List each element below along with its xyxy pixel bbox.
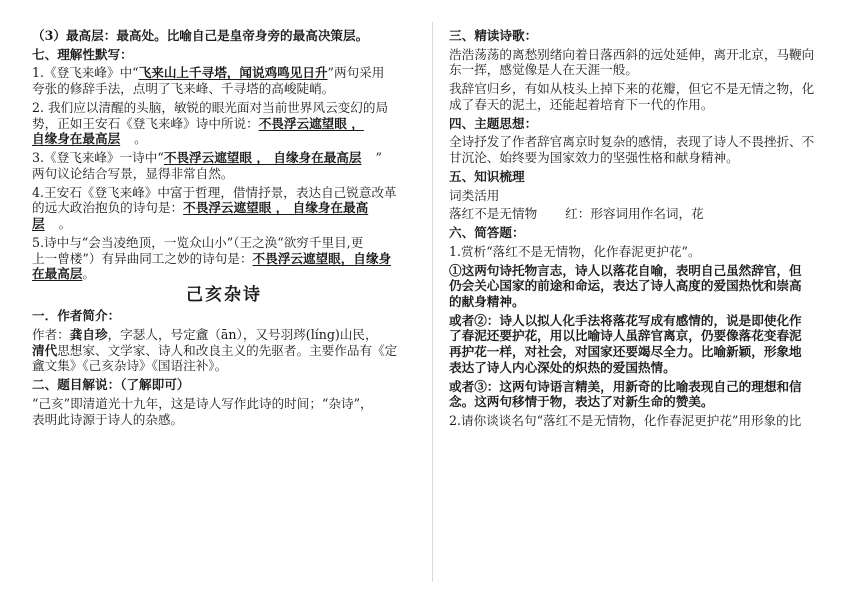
answer-5b: 在最高层 (32, 266, 83, 282)
section-heading-7: 七、理解性默写： (32, 46, 133, 62)
answer-line-5: 了春泥还要护花，用以比喻诗人虽辞官离京，仍要像落花变春泥 (449, 328, 802, 344)
theme-line-2: 甘沉沦、始终要为国家效力的坚强性格和献身精神。 (449, 150, 739, 166)
title-note-1: “己亥”即清道光十九年，这是诗人写作此诗的时间；“杂诗”， (32, 395, 373, 411)
column-divider (432, 22, 433, 582)
section-heading-6: 六、简答题： (449, 225, 525, 241)
question-1: 1.《登飞来峰》中“飞来山上千寻塔，闻说鸡鸣见日升”两句采用 (32, 65, 385, 81)
question-5: 5.诗中与“会当凌绝顶，一览众山小”（王之涣“欲穷千里目,更 (32, 234, 364, 250)
question-3: 3.《登飞来峰》一诗中“不畏浮云遮望眼 ， 自缘身在最高层 ” (32, 150, 382, 166)
question-4-end: 层 。 (32, 216, 72, 232)
theme-line-1: 全诗抒发了作者辞官离京时复杂的感情，表现了诗人不畏挫折、不 (449, 134, 815, 150)
answer-line-6: 再护花一样，对社会，对国家还要竭尽全力。比喻新颖，形象地 (449, 344, 802, 360)
answer-1: 飞来山上千寻塔，闻说鸡鸣见日升 (138, 65, 328, 81)
answer-line-3: 的献身精神。 (449, 294, 525, 310)
answer-4a: 不畏浮云遮望眼 ， 自缘身在最高 (183, 200, 369, 216)
poem-title: 己亥杂诗 (186, 285, 262, 306)
section-heading-5: 五、知识梳理 (449, 168, 525, 184)
knowledge-item: 落红不是无情物 红：形容词用作名词，花 (449, 206, 704, 222)
author-line-1: 作者：龚自珍，字瑟人，号定盦（ān），又号羽琌(líng)山民， (32, 327, 378, 342)
note-line: （3）最高层：最高处。比喻自己是皇帝身旁的最高决策层。 (32, 28, 369, 43)
answer-2b: 自缘身在最高层 (32, 131, 121, 147)
title-note-2: 表明此诗源于诗人的杂感。 (32, 411, 184, 427)
author-line-3: 盦文集》《己亥杂诗》《国语注补》。 (32, 358, 228, 374)
answer-line-7: 表达了诗人内心深处的炽热的爱国热情。 (449, 359, 676, 375)
answer-4b: 层 (32, 216, 45, 232)
reading-line-4: 成了春天的泥土，还能起着培育下一代的作用。 (449, 96, 714, 112)
short-answer-q2: 2.请你谈谈名句“落红不是无情物，化作春泥更护花”用形象的比 (449, 413, 802, 429)
author-name: 龚自珍 (69, 327, 108, 342)
question-4: 4.王安石《登飞来峰》中富于哲理，借情抒景，表达自己锐意改革 (32, 184, 397, 200)
reading-line-1: 浩浩荡荡的离愁别绪向着日落西斜的远处延伸，离开北京，马鞭向 (449, 46, 815, 62)
reading-line-2: 东一挥，感觉像是人在天涯一般。 (449, 62, 638, 78)
answer-3: 不畏浮云遮望眼 ， 自缘身在最高层 (163, 150, 362, 166)
short-answer-q1: 1.赏析“落红不是无情物，化作春泥更护花”。 (449, 243, 701, 259)
answer-line-1: ①这两句诗托物言志，诗人以落花自喻，表明自己虽然辞官，但 (449, 262, 802, 278)
author-line-2: 清代思想家、文学家、诗人和改良主义的先驱者。主要作品有《定 (32, 342, 398, 358)
answer-line-9: 念。这两句移情于物，表达了对新生命的赞美。 (449, 394, 714, 410)
section-heading-2: 二、题目解说：（了解即可） (32, 377, 190, 393)
answer-line-4: 或者②：诗人以拟人化手法将落花写成有感情的，说是即使化作 (449, 312, 802, 328)
section-heading-1: 一．作者简介： (32, 308, 121, 324)
section-heading-4: 四、主题思想： (449, 115, 538, 131)
section-heading-3: 三、精读诗歌： (449, 28, 538, 43)
question-1-cont: 夸张的修辞手法，点明了飞来峰、千寻塔的高峻陡峭。 (32, 81, 335, 97)
question-2-end: 自缘身在最高层 。 (32, 131, 147, 147)
question-3-cont: 两句议论结合写景，显得非常自然。 (32, 165, 234, 181)
left-column (32, 28, 416, 427)
question-5-cont: 上一曾楼”）有异曲同工之妙的诗句是：不畏浮云遮望眼，自缘身 (32, 250, 392, 266)
question-5-end: 在最高层。 (32, 266, 95, 282)
question-2-cont: 势，正如王安石《登飞来峰》诗中所说：不畏浮云遮望眼 ， (32, 115, 364, 131)
knowledge-label: 词类活用 (449, 187, 500, 203)
question-2: 2. 我们应以清醒的头脑，敏锐的眼光面对当前世界风云变幻的局 (32, 99, 389, 115)
reading-line-3: 我辞官归乡，有如从枝头上掉下来的花瓣，但它不是无情之物，化 (449, 81, 815, 97)
author-era: 清代 (32, 342, 58, 358)
answer-line-2: 仍会关心国家的前途和命运，表达了诗人高度的爱国热忱和崇高 (449, 278, 802, 294)
answer-2a: 不畏浮云遮望眼 ， (258, 115, 364, 131)
answer-5a: 不畏浮云遮望眼，自缘身 (252, 250, 392, 266)
question-4-cont: 的远大政治抱负的诗句是：不畏浮云遮望眼 ， 自缘身在最高 (32, 200, 369, 216)
answer-line-8: 或者③：这两句诗语言精美，用新奇的比喻表现自己的理想和信 (449, 378, 802, 394)
right-column (449, 28, 832, 429)
